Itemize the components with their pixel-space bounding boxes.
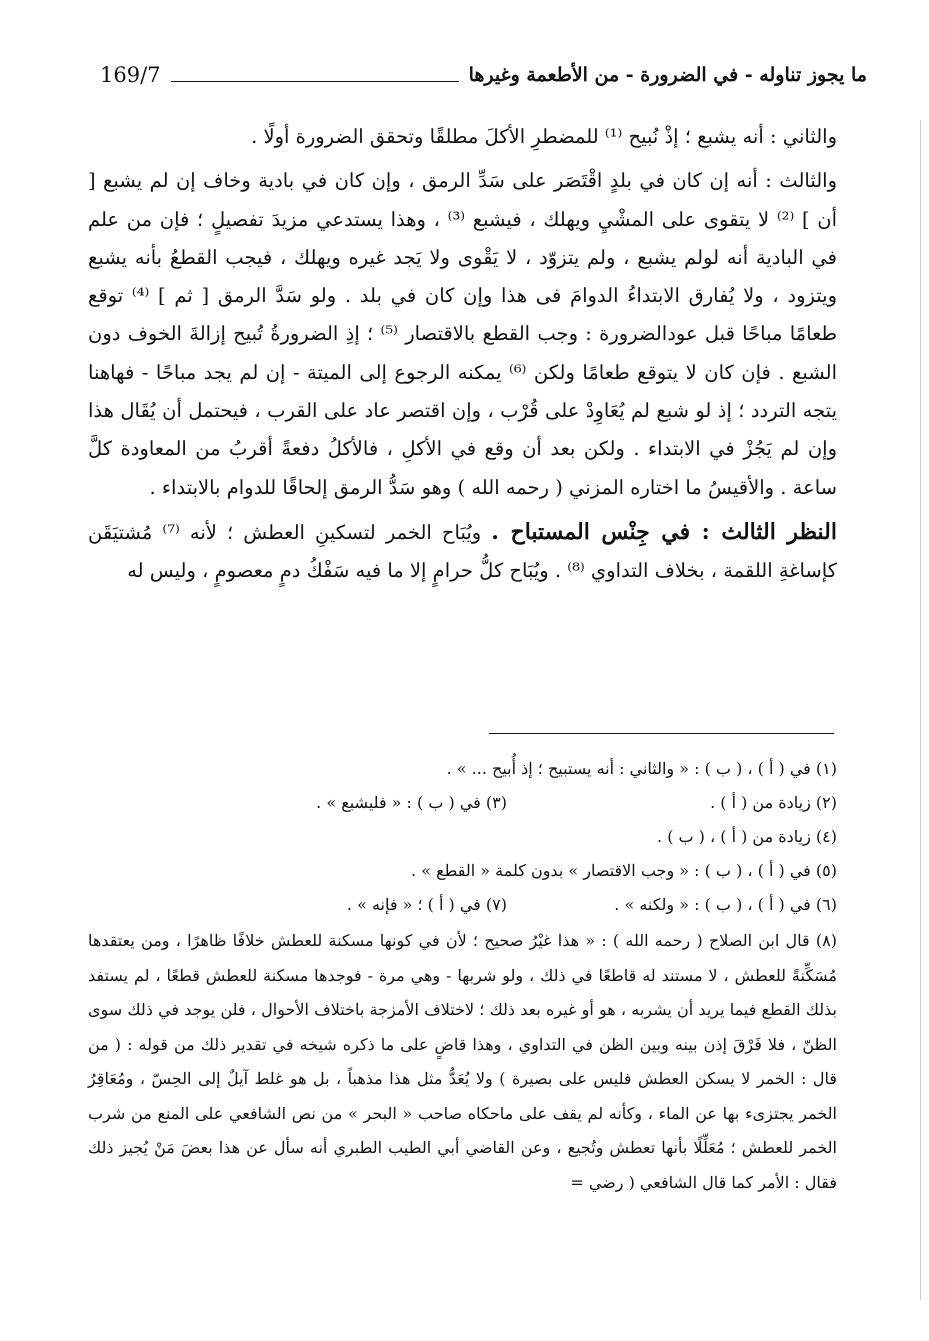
footnote-8: (٨) قال ابن الصلاح ( رحمه الله ) : « هذا غيْرُ صحيح ؛ لأن في كونها مسكنة للعطش خلافًا ظاهرًا ، ومن يعتقدها مُسَكِّنةً للعطش ، لا مستند له قاطعًا في ذلك ، ولو شربها - وهي مرة - فوجدها مسكنة للعطش قطعًا ، لم يستفد بذلك القطع فيما يريد أن يشربه ، هو أو غيره بعد ذلك ؛ لاختلاف الأمزجة باختلاف الأحوال ، فلن يوجد في ذلك سوى الظنّ ، فلا فَرْقَ إذن بينه وبين الظن في التداوي ، وهذا قاضٍ على ما ذكره شيخه في تقدير ذلك من قوله : ( من قال : الخمر لا يسكن العطش فليس على بصيرة ) ولا يُعَدُّ مثل هذا مذهباً ، بل هو غلط آيلٌ إلى الحِسّ ، ومُعَاقِرُ الخمر يجتزىء بها عن الماء ، وكأنه لم يقف على ماحكاه صاحب « البحر » من نص الشافعي على المنع من شرب الخمر للعطش ؛ مُعَلِّلًا بأنها تعطش وتُجيع ، وعن القاضي أبي الطيب الطبري أنه سأل عن هذا بعضَ مَنْ يُجيز ذلك فقال : الأمر كما قال الشافعي ( رضي = xyxy=(88,931,838,1192)
footnote-separator xyxy=(489,733,834,734)
footnote-6: (٦) في ( أ ) ، ( ب ) : « ولكنه » . xyxy=(614,895,837,914)
footnote-5: (٥) في ( أ ) ، ( ب ) : « وجب الاقتصار » بدون كلمة « القطع » . xyxy=(411,861,837,880)
footnotes xyxy=(88,752,837,1200)
footnote-row-6-7 xyxy=(88,888,837,922)
page-number: 169/7 xyxy=(100,63,161,87)
footnote-7: (٧) في ( أ ) ؛ « فإنه » . xyxy=(346,895,507,914)
section-paragraph xyxy=(88,513,837,591)
footnote-row-2-3 xyxy=(88,786,837,820)
section-heading: النظر الثالث : في جِنْس المستباح . xyxy=(491,518,838,545)
footnote-2: (٢) زيادة من ( أ ) . xyxy=(710,793,837,812)
running-head xyxy=(100,58,867,92)
footnote-1: (١) في ( أ ) ، ( ب ) : « والثاني : أنه يستبيح ؛ إذ أُبيح ... » . xyxy=(446,759,837,778)
page-edge xyxy=(920,120,921,1300)
running-head-rule xyxy=(171,69,459,82)
main-text xyxy=(88,118,837,591)
section-paragraph-text: ويُبَاح الخمر لتسكينِ العطش ؛ لأنه ⁽⁷⁾ مُشتيَقَن كإساغةِ اللقمة ، بخلاف التداوي ⁽⁸⁾ . ويُبَاح كلُّ حرامٍ إلا ما فيه سَفْكُ دمٍ معصومٍ ، وليس له xyxy=(88,520,837,583)
paragraph-second: والثاني : أنه يشبع ؛ إذْ نُبيح ⁽¹⁾ للمضطرِ الأكلَ مطلقًا وتحقق الضرورة أولًا . xyxy=(251,125,837,148)
running-head-title: ما يجوز تناوله - في الضرورة - من الأطعمة وغيرها xyxy=(468,64,867,86)
footnote-4: (٤) زيادة من ( أ ) ، ( ب ) . xyxy=(657,827,837,846)
footnote-3: (٣) في ( ب ) : « فليشبع » . xyxy=(316,793,507,812)
paragraph-third: والثالث : أنه إن كان في بلدٍ اقْتَصَر على سَدِّ الرمق ، وإن كان في بادية وخاف إن لم يشبع [ أن ] ⁽²⁾ لا يتقوى على المشْيِ ويهلك ، فيشبع ⁽³⁾ ، وهذا يستدعي مزيدَ تفصيلٍ ؛ فإن من علم في البادية أنه لولم يشبع ، ولم يتزوّد ، لا يَقْوى ولا يَجد غيره ويهلك ، فيجب القطعُ بأنه يشبع ويتزود ، ولا يُفارق الابتداءُ الدوامَ فى هذا وإن كان في بلد . ولو سَدَّ الرمق [ ثم ] ⁽⁴⁾ توقع طعامًا مباحًا قبل عودالضرورة : وجب القطع بالاقتصار ⁽⁵⁾ ؛ إذِ الضرورةُ تُبيح إزالةَ الخوف دون الشبع . فإن كان لا يتوقع طعامًا ولكن ⁽⁶⁾ يمكنه الرجوع إلى الميتة - إن لم يجد مباحًا - فهاهنا يتجه التردد ؛ إذ لو شبع لم يُعَاوِدْ على قُرْب ، وإن اقتصر عاد على القرب ، فيحتمل أن يُقَال هذا وإن لم يَجُزْ في الابتداء . ولكن بعد أن وقع في الأكلِ ، فالأكلُ دفعةً أقربُ من المعاودة كلَّ ساعة . والأقيسُ ما اختاره المزني ( رحمه الله ) وهو سَدُّ الرمق إلحاقًا للدوام بالابتداء . xyxy=(88,169,838,499)
